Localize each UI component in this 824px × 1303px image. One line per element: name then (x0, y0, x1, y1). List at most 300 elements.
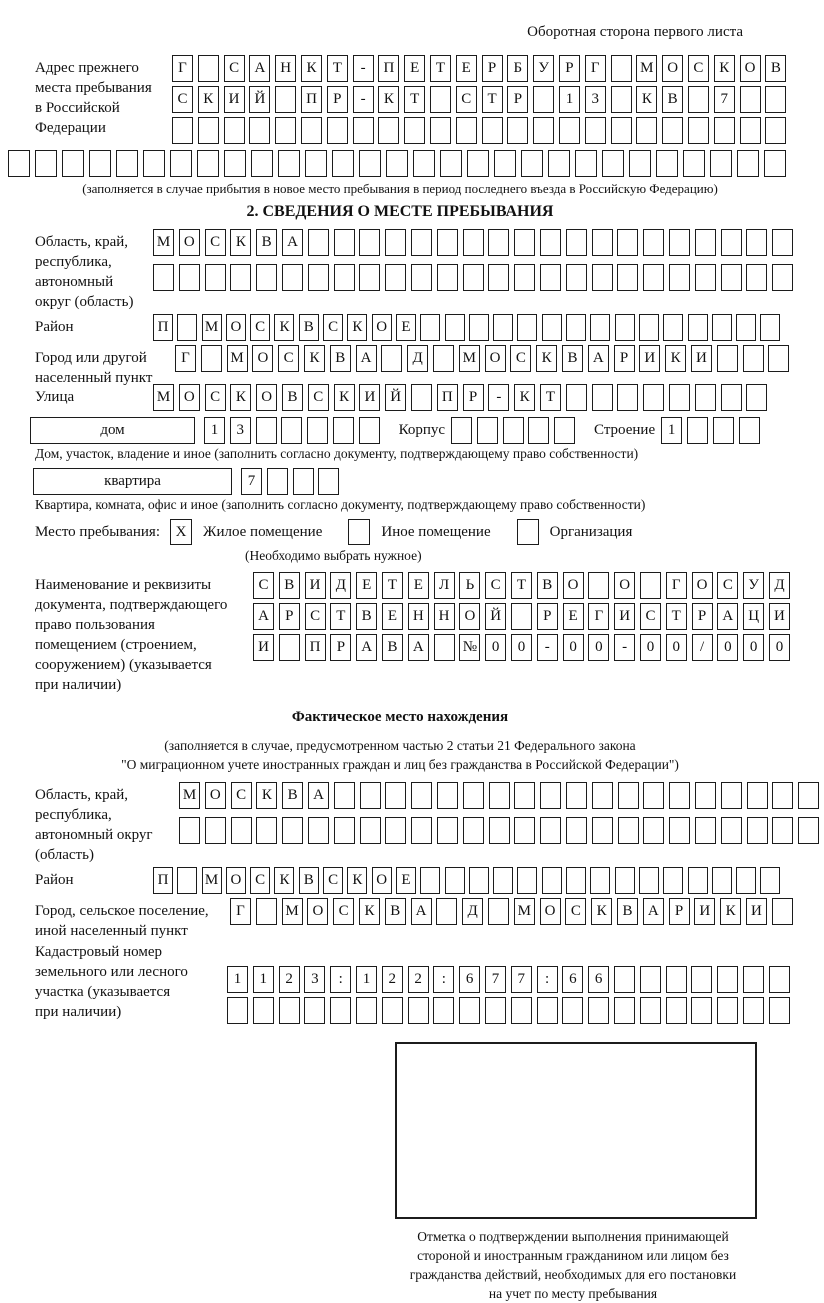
char-cell[interactable]: Р (692, 603, 713, 630)
checkbox-residential[interactable]: X (170, 519, 192, 545)
char-cell[interactable]: О (179, 229, 200, 256)
char-cell[interactable]: М (202, 314, 222, 341)
char-cell[interactable]: М (153, 384, 174, 411)
char-cell[interactable] (503, 417, 524, 444)
char-cell[interactable] (746, 384, 767, 411)
char-cell[interactable] (683, 150, 705, 177)
char-cell[interactable]: И (359, 384, 380, 411)
char-cell[interactable]: В (299, 314, 319, 341)
char-cell[interactable]: 1 (559, 86, 580, 113)
char-cell[interactable]: А (253, 603, 274, 630)
char-cell[interactable] (717, 966, 738, 993)
char-cell[interactable]: И (769, 603, 790, 630)
char-cell[interactable]: 6 (459, 966, 480, 993)
char-cell[interactable] (463, 229, 484, 256)
char-cell[interactable] (695, 384, 716, 411)
char-cell[interactable]: О (563, 572, 584, 599)
char-cell[interactable]: К (591, 898, 612, 925)
char-cell[interactable]: 7 (485, 966, 506, 993)
char-cell[interactable]: - (353, 55, 374, 82)
char-cell[interactable] (721, 229, 742, 256)
char-cell[interactable] (533, 86, 554, 113)
char-cell[interactable] (360, 782, 381, 809)
char-cell[interactable]: О (307, 898, 328, 925)
char-cell[interactable] (327, 117, 348, 144)
char-cell[interactable]: Т (540, 384, 561, 411)
char-cell[interactable]: А (643, 898, 664, 925)
char-cell[interactable]: Т (482, 86, 503, 113)
char-cell[interactable]: Г (666, 572, 687, 599)
char-cell[interactable] (451, 417, 472, 444)
char-cell[interactable] (713, 417, 734, 444)
char-cell[interactable] (739, 417, 760, 444)
char-cell[interactable]: С (565, 898, 586, 925)
char-cell[interactable] (592, 229, 613, 256)
char-cell[interactable] (537, 997, 558, 1024)
char-cell[interactable] (743, 997, 764, 1024)
char-cell[interactable] (511, 603, 532, 630)
char-cell[interactable] (256, 417, 277, 444)
char-cell[interactable]: С (308, 384, 329, 411)
char-cell[interactable]: В (356, 603, 377, 630)
char-cell[interactable] (514, 817, 535, 844)
char-cell[interactable]: О (692, 572, 713, 599)
char-cell[interactable] (533, 117, 554, 144)
char-cell[interactable]: Т (511, 572, 532, 599)
char-cell[interactable]: О (740, 55, 761, 82)
char-cell[interactable]: 1 (204, 417, 225, 444)
char-cell[interactable] (615, 314, 635, 341)
char-cell[interactable] (224, 150, 246, 177)
char-cell[interactable] (736, 867, 756, 894)
char-cell[interactable] (227, 997, 248, 1024)
char-cell[interactable] (281, 417, 302, 444)
char-cell[interactable]: 1 (253, 966, 274, 993)
char-cell[interactable] (256, 817, 277, 844)
char-cell[interactable]: № (459, 634, 480, 661)
char-cell[interactable]: О (614, 572, 635, 599)
char-cell[interactable]: С (250, 867, 270, 894)
char-cell[interactable] (592, 782, 613, 809)
char-cell[interactable]: А (356, 634, 377, 661)
char-cell[interactable]: С (323, 314, 343, 341)
char-cell[interactable]: - (353, 86, 374, 113)
char-cell[interactable]: Р (614, 345, 635, 372)
char-cell[interactable]: Р (279, 603, 300, 630)
char-cell[interactable]: В (662, 86, 683, 113)
char-cell[interactable] (566, 264, 587, 291)
char-cell[interactable] (436, 898, 457, 925)
char-cell[interactable]: К (230, 384, 251, 411)
char-cell[interactable] (643, 229, 664, 256)
char-cell[interactable] (279, 634, 300, 661)
char-cell[interactable]: А (356, 345, 377, 372)
char-cell[interactable]: И (253, 634, 274, 661)
char-cell[interactable] (35, 150, 57, 177)
char-cell[interactable] (721, 782, 742, 809)
char-cell[interactable] (224, 117, 245, 144)
char-cell[interactable]: С (688, 55, 709, 82)
char-cell[interactable]: К (720, 898, 741, 925)
char-cell[interactable] (293, 468, 314, 495)
char-cell[interactable] (614, 997, 635, 1024)
char-cell[interactable]: Р (669, 898, 690, 925)
checkbox-other-premises[interactable] (348, 519, 370, 545)
char-cell[interactable] (231, 817, 252, 844)
char-cell[interactable]: 0 (666, 634, 687, 661)
char-cell[interactable] (611, 117, 632, 144)
char-cell[interactable]: И (224, 86, 245, 113)
char-cell[interactable] (640, 966, 661, 993)
char-cell[interactable] (249, 117, 270, 144)
char-cell[interactable]: Б (507, 55, 528, 82)
char-cell[interactable]: Н (434, 603, 455, 630)
char-cell[interactable] (279, 997, 300, 1024)
char-cell[interactable]: Е (563, 603, 584, 630)
char-cell[interactable] (386, 150, 408, 177)
char-cell[interactable]: Л (434, 572, 455, 599)
char-cell[interactable]: П (378, 55, 399, 82)
char-cell[interactable]: С (250, 314, 270, 341)
char-cell[interactable] (740, 86, 761, 113)
char-cell[interactable]: А (249, 55, 270, 82)
char-cell[interactable] (688, 867, 708, 894)
char-cell[interactable]: Й (385, 384, 406, 411)
char-cell[interactable] (256, 898, 277, 925)
char-cell[interactable] (437, 229, 458, 256)
char-cell[interactable]: Е (396, 867, 416, 894)
char-cell[interactable] (517, 314, 537, 341)
char-cell[interactable]: 2 (382, 966, 403, 993)
char-cell[interactable]: Е (404, 55, 425, 82)
char-cell[interactable]: : (330, 966, 351, 993)
char-cell[interactable] (575, 150, 597, 177)
char-cell[interactable] (434, 634, 455, 661)
char-cell[interactable]: В (562, 345, 583, 372)
char-cell[interactable] (440, 150, 462, 177)
char-cell[interactable] (798, 782, 819, 809)
char-cell[interactable] (430, 117, 451, 144)
char-cell[interactable] (746, 264, 767, 291)
char-cell[interactable]: : (433, 966, 454, 993)
char-cell[interactable]: К (274, 314, 294, 341)
char-cell[interactable] (381, 345, 402, 372)
char-cell[interactable]: 0 (511, 634, 532, 661)
char-cell[interactable] (251, 150, 273, 177)
char-cell[interactable] (688, 314, 708, 341)
char-cell[interactable]: Т (404, 86, 425, 113)
char-cell[interactable] (411, 817, 432, 844)
char-cell[interactable] (772, 817, 793, 844)
char-cell[interactable]: Е (382, 603, 403, 630)
char-cell[interactable] (437, 782, 458, 809)
char-cell[interactable]: - (488, 384, 509, 411)
char-cell[interactable] (489, 817, 510, 844)
char-cell[interactable] (359, 417, 380, 444)
char-cell[interactable]: Р (327, 86, 348, 113)
char-cell[interactable] (769, 966, 790, 993)
char-cell[interactable] (772, 264, 793, 291)
char-cell[interactable] (318, 468, 339, 495)
char-cell[interactable]: О (226, 867, 246, 894)
apartment-box[interactable]: квартира (33, 468, 232, 495)
char-cell[interactable] (433, 345, 454, 372)
char-cell[interactable]: С (253, 572, 274, 599)
char-cell[interactable] (514, 264, 535, 291)
char-cell[interactable] (769, 997, 790, 1024)
char-cell[interactable] (669, 229, 690, 256)
char-cell[interactable]: М (227, 345, 248, 372)
char-cell[interactable]: В (382, 634, 403, 661)
char-cell[interactable] (420, 867, 440, 894)
char-cell[interactable] (772, 782, 793, 809)
char-cell[interactable] (643, 817, 664, 844)
char-cell[interactable]: Е (456, 55, 477, 82)
char-cell[interactable] (494, 150, 516, 177)
char-cell[interactable]: Е (396, 314, 416, 341)
char-cell[interactable] (332, 150, 354, 177)
char-cell[interactable]: Е (356, 572, 377, 599)
char-cell[interactable] (517, 867, 537, 894)
char-cell[interactable]: Т (666, 603, 687, 630)
char-cell[interactable]: К (304, 345, 325, 372)
char-cell[interactable] (488, 264, 509, 291)
char-cell[interactable]: К (665, 345, 686, 372)
char-cell[interactable] (636, 117, 657, 144)
char-cell[interactable]: В (282, 782, 303, 809)
char-cell[interactable] (304, 997, 325, 1024)
char-cell[interactable]: И (305, 572, 326, 599)
char-cell[interactable] (197, 150, 219, 177)
char-cell[interactable]: Д (330, 572, 351, 599)
char-cell[interactable] (172, 117, 193, 144)
char-cell[interactable] (614, 966, 635, 993)
char-cell[interactable]: С (305, 603, 326, 630)
char-cell[interactable]: И (639, 345, 660, 372)
char-cell[interactable]: Д (407, 345, 428, 372)
char-cell[interactable] (385, 782, 406, 809)
char-cell[interactable]: Д (462, 898, 483, 925)
char-cell[interactable] (521, 150, 543, 177)
char-cell[interactable]: В (330, 345, 351, 372)
char-cell[interactable] (411, 264, 432, 291)
char-cell[interactable] (305, 150, 327, 177)
char-cell[interactable]: П (153, 867, 173, 894)
char-cell[interactable] (469, 314, 489, 341)
char-cell[interactable] (275, 117, 296, 144)
char-cell[interactable] (611, 86, 632, 113)
char-cell[interactable]: В (299, 867, 319, 894)
char-cell[interactable] (382, 997, 403, 1024)
char-cell[interactable] (493, 867, 513, 894)
char-cell[interactable]: 0 (563, 634, 584, 661)
char-cell[interactable] (721, 384, 742, 411)
char-cell[interactable] (743, 345, 764, 372)
char-cell[interactable] (493, 314, 513, 341)
char-cell[interactable] (617, 384, 638, 411)
char-cell[interactable] (278, 150, 300, 177)
char-cell[interactable] (411, 782, 432, 809)
char-cell[interactable] (445, 314, 465, 341)
char-cell[interactable]: М (153, 229, 174, 256)
char-cell[interactable]: П (301, 86, 322, 113)
char-cell[interactable] (469, 867, 489, 894)
char-cell[interactable]: Р (537, 603, 558, 630)
char-cell[interactable] (548, 150, 570, 177)
char-cell[interactable]: К (198, 86, 219, 113)
char-cell[interactable] (445, 867, 465, 894)
char-cell[interactable]: Е (408, 572, 429, 599)
char-cell[interactable] (669, 384, 690, 411)
char-cell[interactable]: - (537, 634, 558, 661)
char-cell[interactable]: К (514, 384, 535, 411)
char-cell[interactable]: С (510, 345, 531, 372)
char-cell[interactable]: Д (769, 572, 790, 599)
char-cell[interactable] (542, 314, 562, 341)
char-cell[interactable]: С (333, 898, 354, 925)
char-cell[interactable]: 7 (241, 468, 262, 495)
char-cell[interactable]: В (617, 898, 638, 925)
char-cell[interactable] (656, 150, 678, 177)
char-cell[interactable]: А (588, 345, 609, 372)
char-cell[interactable] (743, 966, 764, 993)
char-cell[interactable] (602, 150, 624, 177)
char-cell[interactable]: Т (327, 55, 348, 82)
char-cell[interactable]: Т (382, 572, 403, 599)
char-cell[interactable]: 0 (769, 634, 790, 661)
char-cell[interactable]: Р (330, 634, 351, 661)
char-cell[interactable] (772, 229, 793, 256)
char-cell[interactable]: И (694, 898, 715, 925)
char-cell[interactable]: О (372, 867, 392, 894)
char-cell[interactable] (177, 867, 197, 894)
char-cell[interactable] (485, 997, 506, 1024)
char-cell[interactable] (433, 997, 454, 1024)
char-cell[interactable] (663, 314, 683, 341)
char-cell[interactable] (714, 117, 735, 144)
char-cell[interactable] (62, 150, 84, 177)
char-cell[interactable] (765, 117, 786, 144)
char-cell[interactable] (459, 997, 480, 1024)
char-cell[interactable] (308, 817, 329, 844)
char-cell[interactable]: 7 (511, 966, 532, 993)
char-cell[interactable] (179, 817, 200, 844)
char-cell[interactable] (489, 782, 510, 809)
char-cell[interactable]: : (537, 966, 558, 993)
char-cell[interactable]: 3 (304, 966, 325, 993)
char-cell[interactable] (592, 264, 613, 291)
char-cell[interactable] (688, 86, 709, 113)
char-cell[interactable] (463, 782, 484, 809)
char-cell[interactable] (359, 229, 380, 256)
char-cell[interactable]: В (282, 384, 303, 411)
char-cell[interactable]: К (301, 55, 322, 82)
char-cell[interactable]: / (692, 634, 713, 661)
char-cell[interactable] (717, 345, 738, 372)
char-cell[interactable] (585, 117, 606, 144)
char-cell[interactable] (562, 997, 583, 1024)
char-cell[interactable] (772, 898, 793, 925)
char-cell[interactable]: О (179, 384, 200, 411)
char-cell[interactable]: И (691, 345, 712, 372)
char-cell[interactable]: М (179, 782, 200, 809)
char-cell[interactable]: 1 (356, 966, 377, 993)
char-cell[interactable] (177, 314, 197, 341)
char-cell[interactable] (507, 117, 528, 144)
char-cell[interactable] (666, 997, 687, 1024)
char-cell[interactable] (768, 345, 789, 372)
char-cell[interactable]: Г (230, 898, 251, 925)
char-cell[interactable]: Г (175, 345, 196, 372)
char-cell[interactable] (411, 384, 432, 411)
char-cell[interactable] (463, 264, 484, 291)
char-cell[interactable]: Й (249, 86, 270, 113)
char-cell[interactable] (359, 150, 381, 177)
char-cell[interactable]: О (226, 314, 246, 341)
char-cell[interactable]: А (717, 603, 738, 630)
char-cell[interactable] (566, 229, 587, 256)
char-cell[interactable]: 1 (661, 417, 682, 444)
char-cell[interactable] (542, 867, 562, 894)
char-cell[interactable] (566, 867, 586, 894)
char-cell[interactable]: Р (463, 384, 484, 411)
char-cell[interactable]: К (230, 229, 251, 256)
char-cell[interactable] (437, 817, 458, 844)
char-cell[interactable] (695, 817, 716, 844)
char-cell[interactable] (695, 782, 716, 809)
char-cell[interactable] (764, 150, 786, 177)
char-cell[interactable] (540, 817, 561, 844)
char-cell[interactable] (385, 229, 406, 256)
char-cell[interactable] (662, 117, 683, 144)
char-cell[interactable]: У (743, 572, 764, 599)
char-cell[interactable]: 2 (408, 966, 429, 993)
char-cell[interactable] (528, 417, 549, 444)
char-cell[interactable] (385, 264, 406, 291)
char-cell[interactable]: - (614, 634, 635, 661)
char-cell[interactable]: Ц (743, 603, 764, 630)
char-cell[interactable] (308, 229, 329, 256)
char-cell[interactable]: У (533, 55, 554, 82)
char-cell[interactable]: К (347, 867, 367, 894)
char-cell[interactable]: К (334, 384, 355, 411)
char-cell[interactable]: К (378, 86, 399, 113)
char-cell[interactable]: Й (485, 603, 506, 630)
checkbox-organization[interactable] (517, 519, 539, 545)
char-cell[interactable] (736, 314, 756, 341)
char-cell[interactable] (378, 117, 399, 144)
char-cell[interactable]: К (536, 345, 557, 372)
char-cell[interactable]: В (765, 55, 786, 82)
char-cell[interactable] (590, 867, 610, 894)
char-cell[interactable]: С (717, 572, 738, 599)
char-cell[interactable] (566, 782, 587, 809)
char-cell[interactable] (566, 314, 586, 341)
char-cell[interactable] (640, 572, 661, 599)
char-cell[interactable]: С (485, 572, 506, 599)
char-cell[interactable] (456, 117, 477, 144)
char-cell[interactable]: 0 (640, 634, 661, 661)
char-cell[interactable] (330, 997, 351, 1024)
char-cell[interactable] (592, 817, 613, 844)
char-cell[interactable] (413, 150, 435, 177)
char-cell[interactable]: С (224, 55, 245, 82)
char-cell[interactable] (437, 264, 458, 291)
char-cell[interactable]: В (279, 572, 300, 599)
char-cell[interactable] (695, 229, 716, 256)
char-cell[interactable] (760, 867, 780, 894)
char-cell[interactable] (143, 150, 165, 177)
